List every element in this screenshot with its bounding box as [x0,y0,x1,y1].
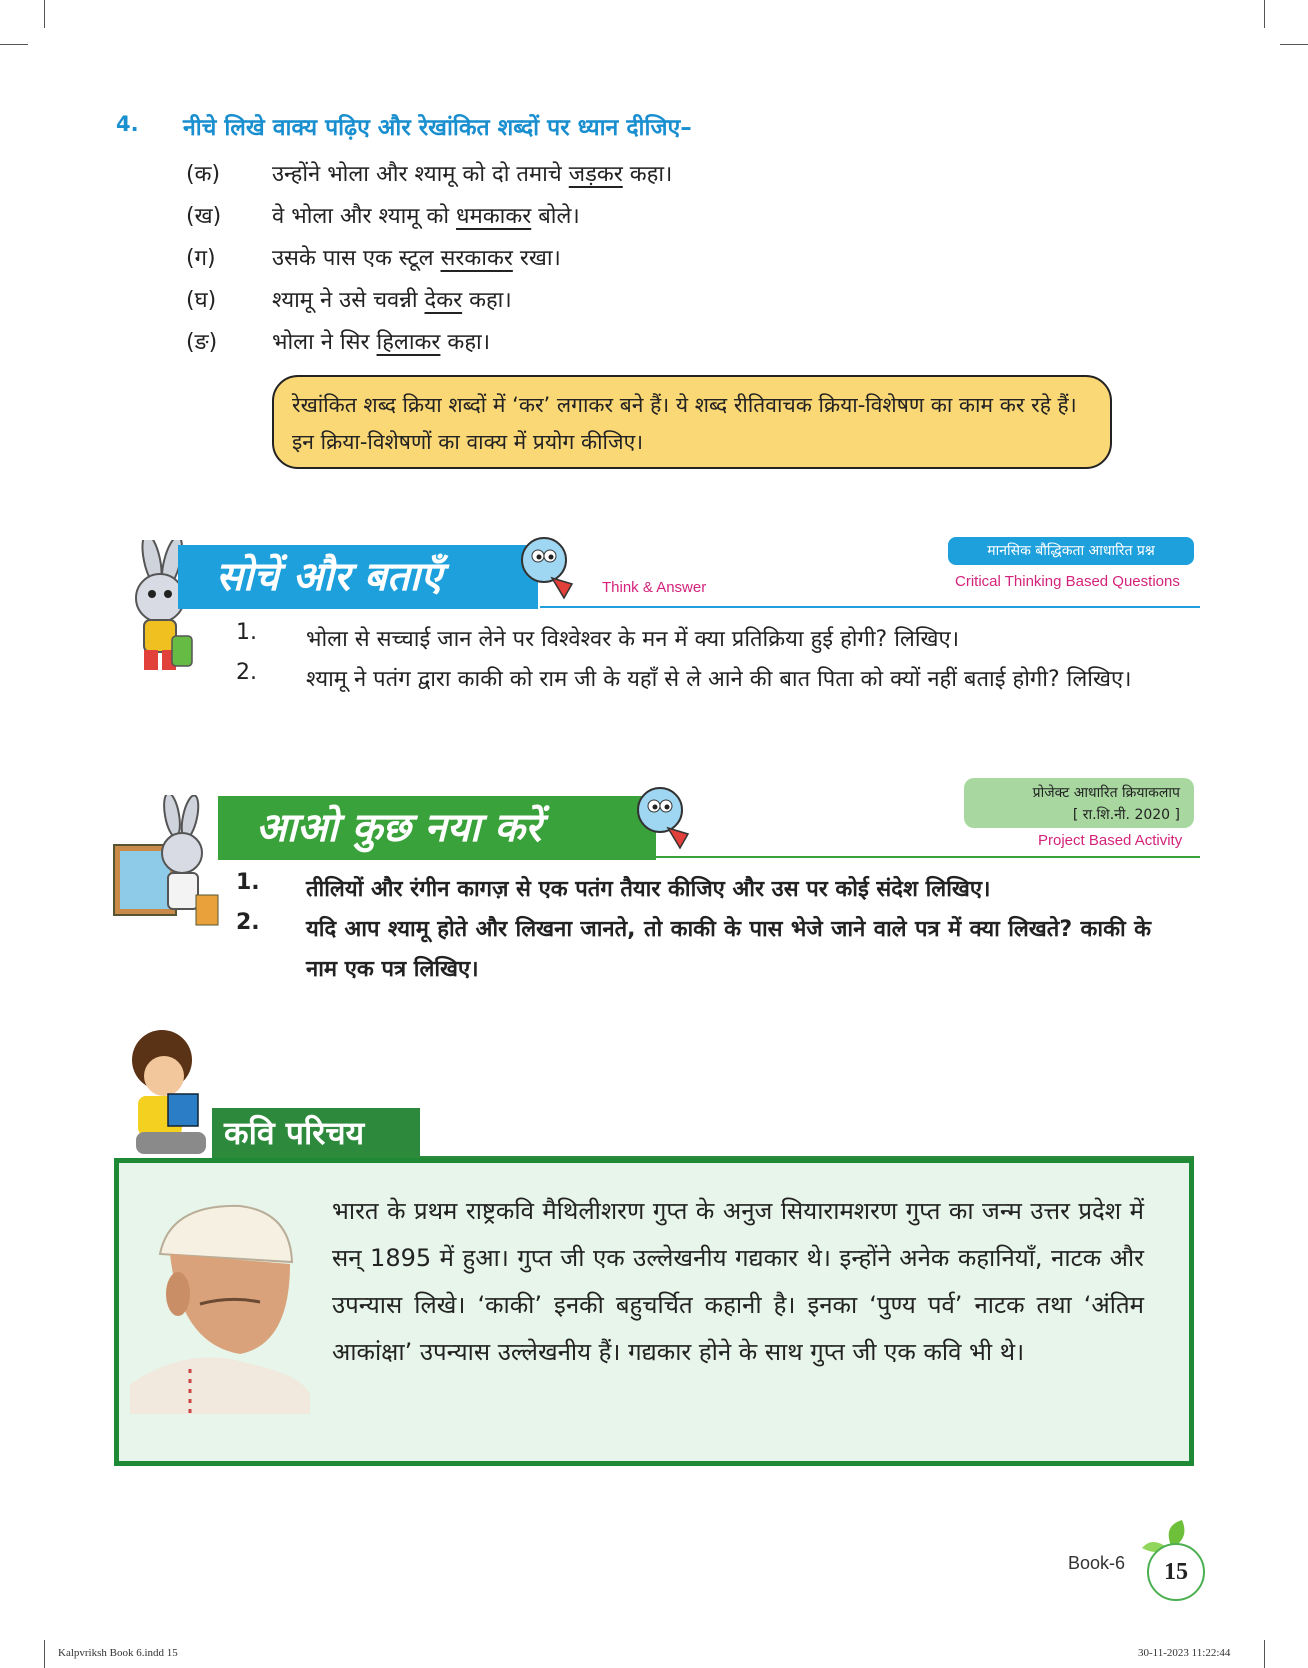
category-english: Critical Thinking Based Questions [955,573,1180,590]
section-divider [540,606,1200,608]
poet-portrait [130,1184,310,1414]
item-text: श्यामू ने पतंग द्वारा काकी को राम जी के यहाँ से ले आने की बात पिता को क्यों नहीं बताई होगी? लिखिए। [306,667,1132,692]
item-text: श्यामू ने उसे चवन्नी [272,288,425,313]
question-number: 4. [116,112,139,136]
reading-boy-icon [122,1028,212,1160]
instruction-note: रेखांकित शब्द क्रिया शब्दों में ‘कर’ लगाकर बने हैं। ये शब्द रीतिवाचक क्रिया-विशेषण का काम कर रहे हैं। इन क्रिया-विशेषणों का वाक्य में प्रयोग कीजिए। [272,375,1112,469]
underlined-word: जड़कर [568,162,623,187]
underlined-word: सरकाकर [440,246,513,271]
pencil-mascot-icon [632,782,696,852]
crop-mark [1264,1640,1265,1668]
item-text-end: कहा। [622,162,673,187]
item-text-end: बोले। [531,204,580,229]
think-banner: सोचें और बताएँ [178,545,538,609]
item-text-end: रखा। [512,246,561,271]
pill-line: [ रा.शि.नी. 2020 ] [1072,807,1180,823]
item-label: (ङ) [186,330,218,355]
category-english: Project Based Activity [1038,832,1183,849]
crop-mark [0,44,28,45]
item-label: (ख) [186,204,222,229]
item-text: उन्होंने भोला और श्यामू को दो तमाचे [272,162,569,187]
section-heading: कवि परिचय [212,1108,420,1158]
list-item [186,284,512,314]
poet-intro-paragraph: भारत के प्रथम राष्ट्रकवि मैथिलीशरण गुप्त के अनुज सियारामशरण गुप्त का जन्म उत्तर प्रदेश में सन् 1895 में हुआ। गुप्त जी एक उल्लेखनीय गद्यकार थे। इन्होंने अनेक कहानियाँ, नाटक और उपन्यास लिखे। ‘काकी’ इनकी बहुचर्चित कहानी है। इनका ‘पुण्य पर्व’ नाटक तथा ‘अंतिम आकांक्षा’ उपन्यास उल्लेखनीय हैं। गद्यकार होने के साथ गुप्त जी एक कवि भी थे। [332,1197,1144,1366]
crop-mark [44,1640,45,1668]
pencil-mascot-icon [516,532,580,602]
list-item [186,200,580,230]
book-label: Book-6 [1068,1553,1126,1573]
item-text: उसके पास एक स्टूल [272,246,441,271]
timestamp: 30-11-2023 11:22:44 [1138,1647,1231,1659]
item-number: 2. [236,660,257,685]
underlined-word: देकर [424,288,463,313]
item-text: तीलियों और रंगीन कागज़ से एक पतंग तैयार कीजिए और उस पर कोई संदेश लिखिए। [306,877,991,902]
list-item [186,242,561,272]
underlined-word: धमकाकर [456,204,532,229]
crop-mark [1280,44,1308,45]
crop-mark [44,0,45,28]
underlined-word: हिलाकर [376,330,441,355]
item-text: भोला ने सिर [272,330,377,355]
item-text-end: कहा। [440,330,491,355]
item-number: 1. [236,870,260,895]
item-label: (घ) [186,288,217,313]
category-pill: मानसिक बौद्धिकता आधारित प्रश्न [948,537,1194,565]
list-item [186,326,490,356]
item-label: (क) [186,162,221,187]
crop-mark [1264,0,1265,28]
item-number: 1. [236,620,257,645]
file-name: Kalpvriksh Book 6.indd 15 [58,1647,178,1659]
item-label: (ग) [186,246,216,271]
item-text: वे भोला और श्यामू को [272,204,457,229]
english-tag: Think & Answer [602,579,707,596]
pill-line: प्रोजेक्ट आधारित क्रियाकलाप [1032,785,1180,801]
item-number: 2. [236,910,260,935]
question-prompt: नीचे लिखे वाक्य पढ़िए और रेखांकित शब्दों पर ध्यान दीजिए– [183,115,692,141]
list-item [186,158,672,188]
category-pill [964,778,1194,828]
rabbit-painter-icon [112,795,224,937]
section-divider [655,856,1200,858]
project-banner: आओ कुछ नया करें [218,796,656,860]
item-text-end: कहा। [462,288,512,313]
item-text: यदि आप श्यामू होते और लिखना जानते, तो काकी के पास भेजे जाने वाले पत्र में क्या लिखते? काकी के नाम एक पत्र लिखिए। [306,917,1151,982]
page-number: 15 [1147,1543,1205,1601]
item-text: भोला से सच्चाई जान लेने पर विश्वेश्वर के मन में क्या प्रतिक्रिया हुई होगी? लिखिए। [306,627,960,652]
